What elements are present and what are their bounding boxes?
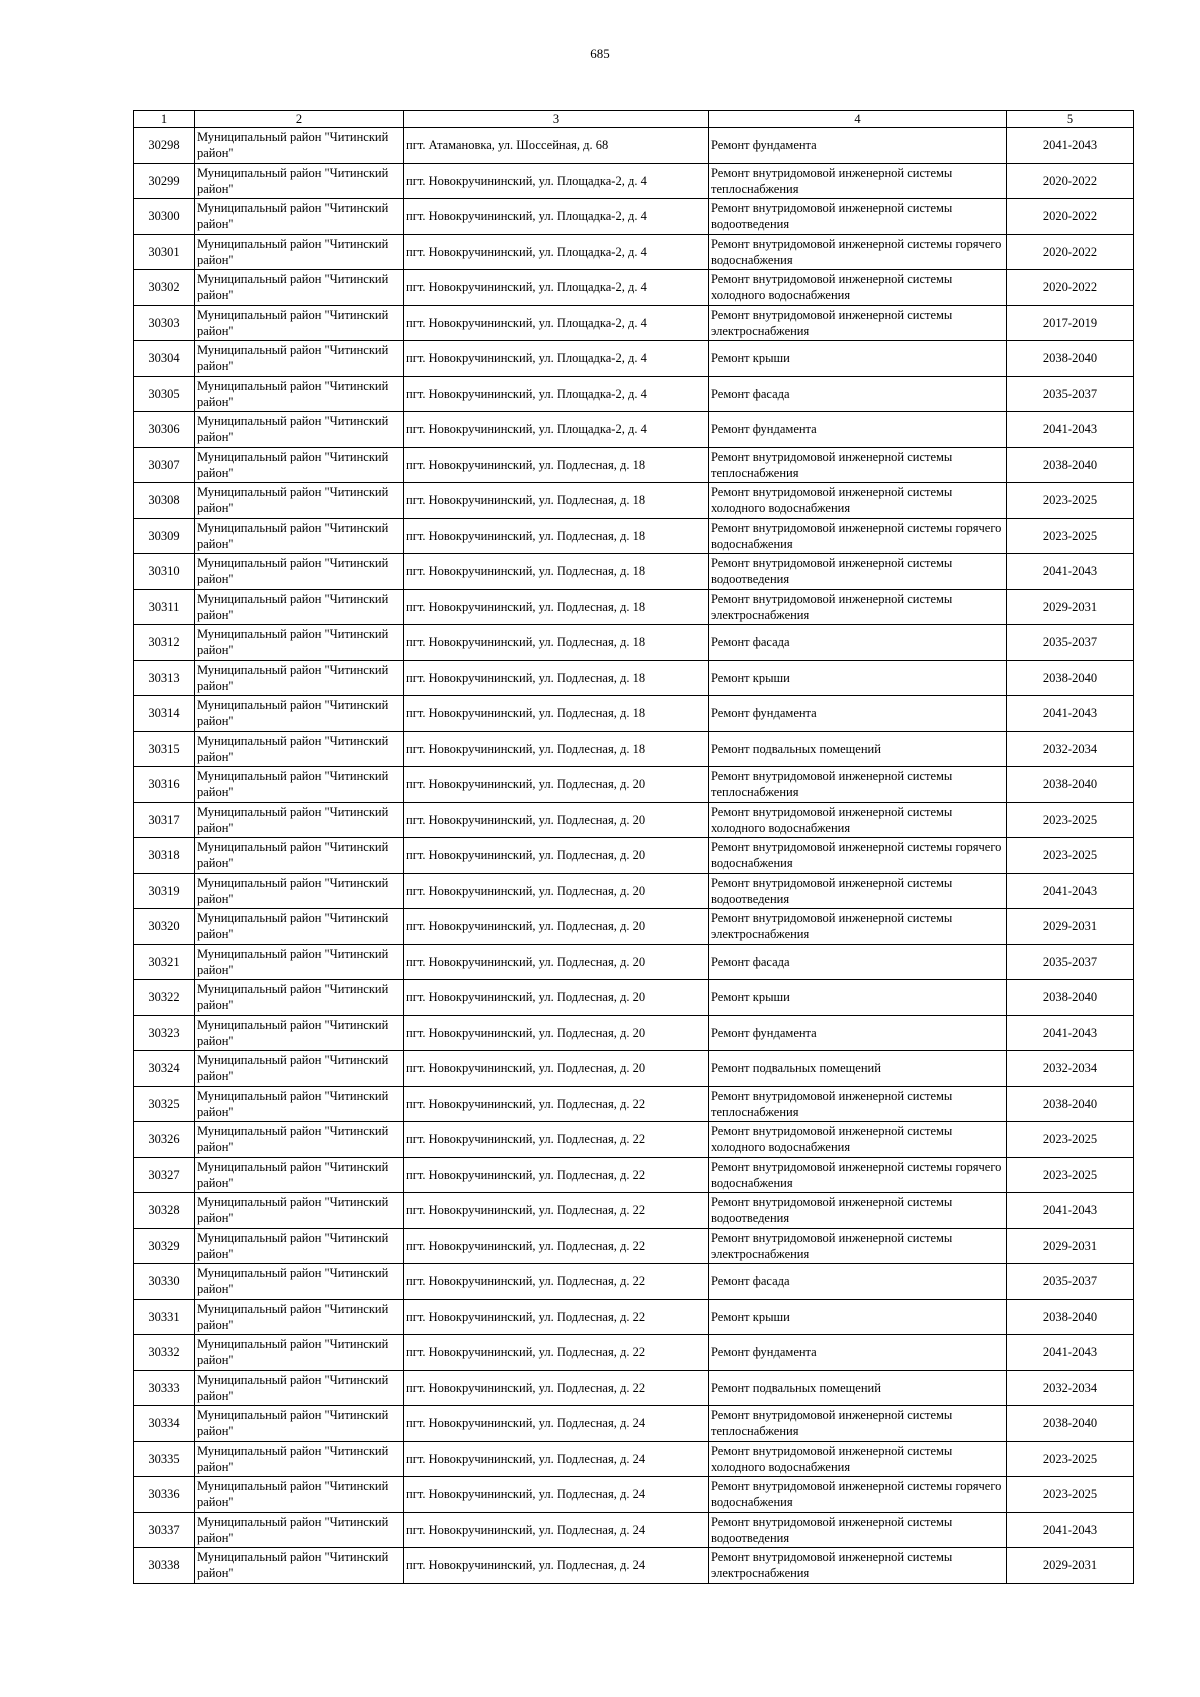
page-number: 685 [590,46,610,61]
period-cell: 2035-2037 [1007,1264,1134,1300]
table-row [134,341,1134,377]
table-row [134,1051,1134,1087]
table-row [134,731,1134,767]
period-cell: 2029-2031 [1007,1228,1134,1264]
municipality-cell: Муниципальный район "Читинский район" [195,696,404,732]
row-number: 30306 [134,412,195,448]
row-number: 30335 [134,1441,195,1477]
work-type-cell: Ремонт фундамента [709,1015,1007,1051]
table-row [134,838,1134,874]
table-header [134,111,1134,128]
address-cell: пгт. Новокручининский, ул. Подлесная, д. 18 [404,625,709,661]
municipality-cell: Муниципальный район "Читинский район" [195,1264,404,1300]
table-row [134,696,1134,732]
period-cell: 2023-2025 [1007,802,1134,838]
address-cell: пгт. Новокручининский, ул. Подлесная, д. 20 [404,944,709,980]
municipality-cell: Муниципальный район "Читинский район" [195,1157,404,1193]
address-cell: пгт. Новокручининский, ул. Подлесная, д. 20 [404,802,709,838]
period-cell: 2020-2022 [1007,234,1134,270]
municipality-cell: Муниципальный район "Читинский район" [195,1299,404,1335]
address-cell: пгт. Новокручининский, ул. Площадка-2, д. 4 [404,270,709,306]
period-cell: 2038-2040 [1007,341,1134,377]
row-number: 30323 [134,1015,195,1051]
period-cell: 2041-2043 [1007,128,1134,164]
address-cell: пгт. Новокручининский, ул. Подлесная, д. 20 [404,909,709,945]
period-cell: 2023-2025 [1007,1441,1134,1477]
period-cell: 2035-2037 [1007,625,1134,661]
period-cell: 2032-2034 [1007,731,1134,767]
address-cell: пгт. Новокручининский, ул. Подлесная, д. 20 [404,767,709,803]
period-cell: 2038-2040 [1007,767,1134,803]
row-number: 30312 [134,625,195,661]
work-type-cell: Ремонт фундамента [709,1335,1007,1371]
table-body [134,128,1134,1584]
work-type-cell: Ремонт крыши [709,1299,1007,1335]
period-cell: 2017-2019 [1007,305,1134,341]
period-cell: 2041-2043 [1007,554,1134,590]
municipality-cell: Муниципальный район "Читинский район" [195,163,404,199]
table-row [134,767,1134,803]
period-cell: 2023-2025 [1007,1477,1134,1513]
column-header-5: 5 [1007,111,1134,128]
work-type-cell: Ремонт внутридомовой инженерной системы горячего водоснабжения [709,234,1007,270]
table-row [134,412,1134,448]
row-number: 30334 [134,1406,195,1442]
row-number: 30324 [134,1051,195,1087]
period-cell: 2041-2043 [1007,412,1134,448]
municipality-cell: Муниципальный район "Читинский район" [195,980,404,1016]
work-type-cell: Ремонт подвальных помещений [709,731,1007,767]
municipality-cell: Муниципальный район "Читинский район" [195,1335,404,1371]
work-type-cell: Ремонт внутридомовой инженерной системы горячего водоснабжения [709,1477,1007,1513]
work-type-cell: Ремонт внутридомовой инженерной системы холодного водоснабжения [709,483,1007,519]
period-cell: 2023-2025 [1007,838,1134,874]
column-header-4: 4 [709,111,1007,128]
address-cell: пгт. Новокручининский, ул. Подлесная, д. 24 [404,1441,709,1477]
work-type-cell: Ремонт внутридомовой инженерной системы теплоснабжения [709,447,1007,483]
period-cell: 2041-2043 [1007,1193,1134,1229]
address-cell: пгт. Новокручининский, ул. Подлесная, д. 20 [404,980,709,1016]
municipality-cell: Муниципальный район "Читинский район" [195,341,404,377]
table-row [134,944,1134,980]
address-cell: пгт. Новокручининский, ул. Подлесная, д. 18 [404,660,709,696]
table-row [134,234,1134,270]
address-cell: пгт. Новокручининский, ул. Подлесная, д. 24 [404,1477,709,1513]
work-type-cell: Ремонт фасада [709,944,1007,980]
row-number: 30314 [134,696,195,732]
table-row [134,1406,1134,1442]
period-cell: 2041-2043 [1007,1512,1134,1548]
address-cell: пгт. Новокручининский, ул. Подлесная, д. 18 [404,554,709,590]
row-number: 30337 [134,1512,195,1548]
municipality-cell: Муниципальный район "Читинский район" [195,1193,404,1229]
table-row [134,1157,1134,1193]
work-type-cell: Ремонт внутридомовой инженерной системы горячего водоснабжения [709,1157,1007,1193]
row-number: 30298 [134,128,195,164]
address-cell: пгт. Новокручининский, ул. Подлесная, д. 18 [404,731,709,767]
municipality-cell: Муниципальный район "Читинский район" [195,838,404,874]
work-type-cell: Ремонт крыши [709,660,1007,696]
municipality-cell: Муниципальный район "Читинский район" [195,909,404,945]
address-cell: пгт. Новокручининский, ул. Подлесная, д. 24 [404,1548,709,1584]
municipality-cell: Муниципальный район "Читинский район" [195,1370,404,1406]
repair-schedule-table [133,110,1134,1584]
period-cell: 2041-2043 [1007,1335,1134,1371]
work-type-cell: Ремонт внутридомовой инженерной системы теплоснабжения [709,1406,1007,1442]
table-row [134,625,1134,661]
row-number: 30301 [134,234,195,270]
municipality-cell: Муниципальный район "Читинский район" [195,518,404,554]
address-cell: пгт. Новокручининский, ул. Подлесная, д. 22 [404,1335,709,1371]
municipality-cell: Муниципальный район "Читинский район" [195,625,404,661]
municipality-cell: Муниципальный район "Читинский район" [195,802,404,838]
period-cell: 2020-2022 [1007,163,1134,199]
municipality-cell: Муниципальный район "Читинский район" [195,873,404,909]
period-cell: 2020-2022 [1007,199,1134,235]
row-number: 30309 [134,518,195,554]
work-type-cell: Ремонт внутридомовой инженерной системы горячего водоснабжения [709,838,1007,874]
municipality-cell: Муниципальный район "Читинский район" [195,483,404,519]
address-cell: пгт. Новокручининский, ул. Подлесная, д. 20 [404,1015,709,1051]
table-row [134,128,1134,164]
table-row [134,305,1134,341]
work-type-cell: Ремонт внутридомовой инженерной системы водоотведения [709,199,1007,235]
table-row [134,518,1134,554]
address-cell: пгт. Новокручининский, ул. Площадка-2, д. 4 [404,234,709,270]
address-cell: пгт. Новокручининский, ул. Подлесная, д. 24 [404,1406,709,1442]
work-type-cell: Ремонт внутридомовой инженерной системы теплоснабжения [709,163,1007,199]
row-number: 30336 [134,1477,195,1513]
row-number: 30307 [134,447,195,483]
address-cell: пгт. Новокручининский, ул. Подлесная, д. 18 [404,447,709,483]
period-cell: 2038-2040 [1007,660,1134,696]
work-type-cell: Ремонт фасада [709,625,1007,661]
municipality-cell: Муниципальный район "Читинский район" [195,554,404,590]
municipality-cell: Муниципальный район "Читинский район" [195,1406,404,1442]
work-type-cell: Ремонт внутридомовой инженерной системы теплоснабжения [709,1086,1007,1122]
work-type-cell: Ремонт внутридомовой инженерной системы холодного водоснабжения [709,802,1007,838]
municipality-cell: Муниципальный район "Читинский район" [195,1441,404,1477]
period-cell: 2038-2040 [1007,1086,1134,1122]
row-number: 30313 [134,660,195,696]
row-number: 30320 [134,909,195,945]
work-type-cell: Ремонт внутридомовой инженерной системы холодного водоснабжения [709,1441,1007,1477]
work-type-cell: Ремонт фасада [709,1264,1007,1300]
row-number: 30304 [134,341,195,377]
row-number: 30310 [134,554,195,590]
row-number: 30311 [134,589,195,625]
address-cell: пгт. Новокручининский, ул. Подлесная, д. 22 [404,1122,709,1158]
municipality-cell: Муниципальный район "Читинский район" [195,589,404,625]
period-cell: 2038-2040 [1007,447,1134,483]
table-row [134,1370,1134,1406]
row-number: 30305 [134,376,195,412]
address-cell: пгт. Новокручининский, ул. Площадка-2, д. 4 [404,376,709,412]
table-row [134,1015,1134,1051]
address-cell: пгт. Новокручининский, ул. Площадка-2, д. 4 [404,199,709,235]
work-type-cell: Ремонт подвальных помещений [709,1370,1007,1406]
row-number: 30315 [134,731,195,767]
period-cell: 2035-2037 [1007,944,1134,980]
address-cell: пгт. Новокручининский, ул. Площадка-2, д. 4 [404,341,709,377]
work-type-cell: Ремонт фундамента [709,412,1007,448]
work-type-cell: Ремонт фундамента [709,128,1007,164]
row-number: 30302 [134,270,195,306]
row-number: 30321 [134,944,195,980]
period-cell: 2041-2043 [1007,1015,1134,1051]
row-number: 30308 [134,483,195,519]
work-type-cell: Ремонт внутридомовой инженерной системы электроснабжения [709,305,1007,341]
column-header-2: 2 [195,111,404,128]
work-type-cell: Ремонт крыши [709,980,1007,1016]
work-type-cell: Ремонт внутридомовой инженерной системы электроснабжения [709,1228,1007,1264]
municipality-cell: Муниципальный район "Читинский район" [195,270,404,306]
period-cell: 2038-2040 [1007,1406,1134,1442]
address-cell: пгт. Новокручининский, ул. Подлесная, д. 18 [404,518,709,554]
row-number: 30299 [134,163,195,199]
period-cell: 2020-2022 [1007,270,1134,306]
address-cell: пгт. Атамановка, ул. Шоссейная, д. 68 [404,128,709,164]
municipality-cell: Муниципальный район "Читинский район" [195,1548,404,1584]
period-cell: 2035-2037 [1007,376,1134,412]
municipality-cell: Муниципальный район "Читинский район" [195,1122,404,1158]
row-number: 30333 [134,1370,195,1406]
municipality-cell: Муниципальный район "Читинский район" [195,944,404,980]
row-number: 30331 [134,1299,195,1335]
municipality-cell: Муниципальный район "Читинский район" [195,1512,404,1548]
period-cell: 2032-2034 [1007,1051,1134,1087]
table-row [134,1193,1134,1229]
period-cell: 2029-2031 [1007,589,1134,625]
municipality-cell: Муниципальный район "Читинский район" [195,128,404,164]
row-number: 30328 [134,1193,195,1229]
header-row [134,111,1134,128]
period-cell: 2029-2031 [1007,909,1134,945]
work-type-cell: Ремонт подвальных помещений [709,1051,1007,1087]
table-row [134,1122,1134,1158]
table-row [134,483,1134,519]
period-cell: 2023-2025 [1007,1157,1134,1193]
address-cell: пгт. Новокручининский, ул. Площадка-2, д. 4 [404,305,709,341]
work-type-cell: Ремонт внутридомовой инженерной системы водоотведения [709,1193,1007,1229]
row-number: 30325 [134,1086,195,1122]
address-cell: пгт. Новокручининский, ул. Подлесная, д. 22 [404,1370,709,1406]
table-row [134,1228,1134,1264]
address-cell: пгт. Новокручининский, ул. Подлесная, д. 20 [404,1051,709,1087]
work-type-cell: Ремонт внутридомовой инженерной системы электроснабжения [709,1548,1007,1584]
work-type-cell: Ремонт крыши [709,341,1007,377]
municipality-cell: Муниципальный район "Читинский район" [195,660,404,696]
municipality-cell: Муниципальный район "Читинский район" [195,412,404,448]
table-row [134,270,1134,306]
work-type-cell: Ремонт внутридомовой инженерной системы холодного водоснабжения [709,270,1007,306]
municipality-cell: Муниципальный район "Читинский район" [195,731,404,767]
table-row [134,1512,1134,1548]
table-row [134,163,1134,199]
work-type-cell: Ремонт внутридомовой инженерной системы водоотведения [709,554,1007,590]
row-number: 30338 [134,1548,195,1584]
table-row [134,1548,1134,1584]
work-type-cell: Ремонт внутридомовой инженерной системы водоотведения [709,1512,1007,1548]
row-number: 30317 [134,802,195,838]
period-cell: 2023-2025 [1007,483,1134,519]
address-cell: пгт. Новокручининский, ул. Подлесная, д. 22 [404,1228,709,1264]
period-cell: 2038-2040 [1007,980,1134,1016]
municipality-cell: Муниципальный район "Читинский район" [195,1086,404,1122]
period-cell: 2029-2031 [1007,1548,1134,1584]
row-number: 30327 [134,1157,195,1193]
column-header-3: 3 [404,111,709,128]
period-cell: 2023-2025 [1007,1122,1134,1158]
row-number: 30326 [134,1122,195,1158]
period-cell: 2038-2040 [1007,1299,1134,1335]
row-number: 30330 [134,1264,195,1300]
table-row [134,873,1134,909]
table-row [134,980,1134,1016]
column-header-1: 1 [134,111,195,128]
municipality-cell: Муниципальный район "Читинский район" [195,767,404,803]
table-row [134,1086,1134,1122]
period-cell: 2023-2025 [1007,518,1134,554]
row-number: 30329 [134,1228,195,1264]
work-type-cell: Ремонт внутридомовой инженерной системы теплоснабжения [709,767,1007,803]
period-cell: 2041-2043 [1007,873,1134,909]
row-number: 30318 [134,838,195,874]
row-number: 30319 [134,873,195,909]
table-row [134,554,1134,590]
address-cell: пгт. Новокручининский, ул. Подлесная, д. 22 [404,1086,709,1122]
row-number: 30332 [134,1335,195,1371]
address-cell: пгт. Новокручининский, ул. Подлесная, д. 18 [404,589,709,625]
work-type-cell: Ремонт внутридомовой инженерной системы водоотведения [709,873,1007,909]
address-cell: пгт. Новокручининский, ул. Подлесная, д. 22 [404,1264,709,1300]
address-cell: пгт. Новокручининский, ул. Подлесная, д. 18 [404,483,709,519]
table-row [134,660,1134,696]
table-row [134,1264,1134,1300]
table-row [134,199,1134,235]
municipality-cell: Муниципальный район "Читинский район" [195,1051,404,1087]
table-row [134,376,1134,412]
work-type-cell: Ремонт внутридомовой инженерной системы электроснабжения [709,909,1007,945]
address-cell: пгт. Новокручининский, ул. Подлесная, д. 20 [404,873,709,909]
address-cell: пгт. Новокручининский, ул. Подлесная, д. 20 [404,838,709,874]
address-cell: пгт. Новокручининский, ул. Площадка-2, д. 4 [404,163,709,199]
period-cell: 2032-2034 [1007,1370,1134,1406]
row-number: 30322 [134,980,195,1016]
work-type-cell: Ремонт фундамента [709,696,1007,732]
table-row [134,1477,1134,1513]
address-cell: пгт. Новокручининский, ул. Площадка-2, д. 4 [404,412,709,448]
address-cell: пгт. Новокручининский, ул. Подлесная, д. 22 [404,1299,709,1335]
address-cell: пгт. Новокручининский, ул. Подлесная, д. 18 [404,696,709,732]
municipality-cell: Муниципальный район "Читинский район" [195,305,404,341]
table-row [134,1335,1134,1371]
municipality-cell: Муниципальный район "Читинский район" [195,234,404,270]
municipality-cell: Муниципальный район "Читинский район" [195,199,404,235]
table-row [134,447,1134,483]
table-row [134,909,1134,945]
work-type-cell: Ремонт внутридомовой инженерной системы горячего водоснабжения [709,518,1007,554]
row-number: 30303 [134,305,195,341]
municipality-cell: Муниципальный район "Читинский район" [195,376,404,412]
table-row [134,589,1134,625]
table-row [134,802,1134,838]
municipality-cell: Муниципальный район "Читинский район" [195,1477,404,1513]
work-type-cell: Ремонт фасада [709,376,1007,412]
municipality-cell: Муниципальный район "Читинский район" [195,447,404,483]
address-cell: пгт. Новокручининский, ул. Подлесная, д. 24 [404,1512,709,1548]
period-cell: 2041-2043 [1007,696,1134,732]
municipality-cell: Муниципальный район "Читинский район" [195,1015,404,1051]
row-number: 30300 [134,199,195,235]
work-type-cell: Ремонт внутридомовой инженерной системы холодного водоснабжения [709,1122,1007,1158]
row-number: 30316 [134,767,195,803]
municipality-cell: Муниципальный район "Читинский район" [195,1228,404,1264]
address-cell: пгт. Новокручининский, ул. Подлесная, д. 22 [404,1193,709,1229]
table-row [134,1299,1134,1335]
table-row [134,1441,1134,1477]
work-type-cell: Ремонт внутридомовой инженерной системы электроснабжения [709,589,1007,625]
address-cell: пгт. Новокручининский, ул. Подлесная, д. 22 [404,1157,709,1193]
